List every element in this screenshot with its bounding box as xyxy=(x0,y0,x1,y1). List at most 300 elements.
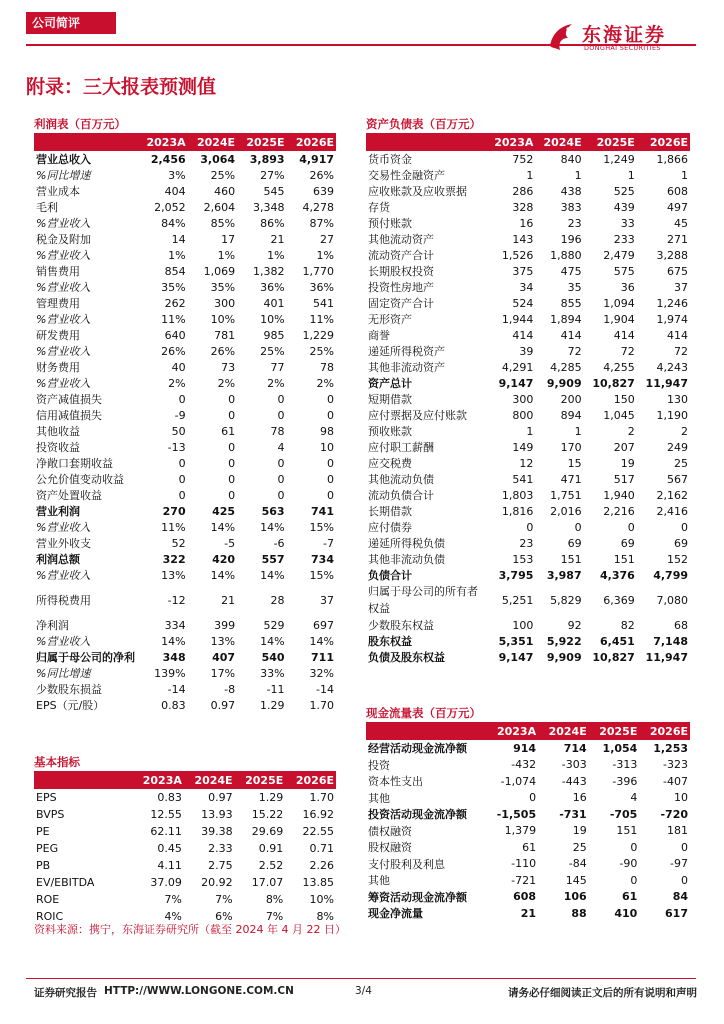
row-value: 14% xyxy=(260,634,285,648)
row-value: 10% xyxy=(260,312,285,326)
row-value: 100 xyxy=(512,618,534,632)
table-row xyxy=(34,183,336,199)
table-row xyxy=(34,583,336,617)
row-label: %营业收入 xyxy=(36,313,91,326)
row-value: 497 xyxy=(667,200,688,214)
table-row xyxy=(34,503,336,519)
table-row xyxy=(366,199,690,215)
row-value: 32% xyxy=(309,666,334,680)
row-value: 545 xyxy=(263,184,285,198)
row-value: 4,255 xyxy=(603,360,635,374)
table-row xyxy=(366,311,690,327)
row-value: 77 xyxy=(270,360,285,374)
row-value: -14 xyxy=(167,682,186,696)
row-value: 9,147 xyxy=(498,376,534,390)
row-value: 0 xyxy=(526,520,534,534)
basic-indicators-section xyxy=(34,754,336,923)
row-value: 399 xyxy=(214,618,236,632)
footer-disclaimer: 请务必仔细阅读正文后的所有说明和声明 xyxy=(508,987,697,999)
row-value: 1% xyxy=(168,248,186,262)
row-value: -720 xyxy=(660,807,688,821)
table-row xyxy=(34,391,336,407)
row-value: 8% xyxy=(316,910,334,923)
row-label: 递延所得税资产 xyxy=(368,345,445,358)
row-value: 1% xyxy=(217,248,236,262)
row-value: -84 xyxy=(568,857,587,871)
row-value: 1.70 xyxy=(309,791,334,804)
row-value: 1,866 xyxy=(656,152,688,166)
row-value: 1,940 xyxy=(603,488,635,502)
row-value: -9 xyxy=(174,408,186,422)
row-value: 14% xyxy=(210,520,236,534)
row-label: 筹资活动现金流净额 xyxy=(368,890,467,904)
row-value: 98 xyxy=(320,424,334,438)
row-value: 39 xyxy=(519,344,534,358)
basic-indicators-table xyxy=(34,772,336,925)
row-value: 0 xyxy=(327,472,334,486)
table-row xyxy=(34,439,336,455)
table-row xyxy=(34,535,336,551)
row-value: 2.52 xyxy=(258,859,284,872)
row-value: -7 xyxy=(323,536,334,550)
table-row xyxy=(366,617,690,633)
row-value: 1.29 xyxy=(258,791,284,804)
table-row xyxy=(366,471,690,487)
row-label: 股权融资 xyxy=(368,841,412,855)
row-value: 7% xyxy=(265,910,284,923)
row-value: 106 xyxy=(563,890,587,904)
row-value: 4.11 xyxy=(157,859,182,872)
row-value: 1,904 xyxy=(603,312,635,326)
table-row xyxy=(366,295,690,311)
row-label: BVPS xyxy=(36,808,65,821)
row-label: 预收账款 xyxy=(368,425,412,438)
row-value: 541 xyxy=(512,472,534,486)
row-value: 14% xyxy=(260,568,285,582)
row-value: 262 xyxy=(164,296,186,310)
row-value: 27% xyxy=(260,168,285,182)
section-tag: 公司简评 xyxy=(26,12,116,34)
company-logo xyxy=(546,20,696,54)
row-label: %营业收入 xyxy=(36,249,91,262)
row-label: 负债及股东权益 xyxy=(368,651,445,664)
row-value: 11,947 xyxy=(645,376,688,390)
row-label: %营业收入 xyxy=(36,521,91,534)
row-value: 0 xyxy=(277,456,285,470)
row-label: 少数股东损益 xyxy=(36,683,102,696)
row-value: 7% xyxy=(164,893,182,906)
row-value: 438 xyxy=(560,184,582,198)
row-label: 应付职工薪酬 xyxy=(368,441,434,454)
row-value: 170 xyxy=(560,440,582,454)
row-value: 0 xyxy=(228,456,236,470)
row-label: %营业收入 xyxy=(36,281,91,294)
row-value: 16 xyxy=(572,791,587,805)
row-value: 52 xyxy=(171,536,186,550)
row-value: 4,917 xyxy=(299,152,334,166)
row-value: 15% xyxy=(309,568,334,582)
row-value: 13% xyxy=(161,568,186,582)
table-row xyxy=(34,519,336,535)
table-row xyxy=(34,295,336,311)
row-value: 2,162 xyxy=(656,488,688,502)
logo-english-name: DONGHAI SECURITIES xyxy=(584,44,661,52)
row-value: 12 xyxy=(519,456,534,470)
row-value: -432 xyxy=(511,758,537,772)
row-value: 15% xyxy=(309,520,334,534)
row-value: 10,827 xyxy=(592,650,635,664)
row-value: 13% xyxy=(210,634,236,648)
table-row xyxy=(34,567,336,583)
table-row xyxy=(34,697,336,713)
row-label: %同比增速 xyxy=(36,169,91,182)
row-value: 37.09 xyxy=(150,876,182,889)
cash-flow-title: 现金流量表（百万元） xyxy=(366,705,690,723)
row-label: 其他流动负债 xyxy=(368,473,434,486)
table-row xyxy=(366,856,690,873)
row-value: 37 xyxy=(674,280,688,294)
row-value: 3% xyxy=(168,168,186,182)
table-row xyxy=(366,167,690,183)
row-value: 4,285 xyxy=(550,360,582,374)
row-value: 9,909 xyxy=(546,376,582,390)
row-value: 69 xyxy=(620,536,635,550)
table-row xyxy=(366,407,690,423)
row-value: 20.92 xyxy=(201,876,233,889)
row-label: 经营活动现金流净额 xyxy=(368,742,467,756)
row-value: 714 xyxy=(563,741,587,755)
row-value: 300 xyxy=(512,392,534,406)
row-value: 557 xyxy=(261,552,285,566)
header-cell-year: 2025E xyxy=(589,723,640,740)
row-label: 支付股利及利息 xyxy=(368,857,445,871)
row-value: 840 xyxy=(560,152,582,166)
row-label: 资本性支出 xyxy=(368,775,423,789)
table-row xyxy=(34,633,336,649)
row-value: 0 xyxy=(228,440,236,454)
table-row xyxy=(366,872,690,889)
row-value: -407 xyxy=(663,774,688,788)
table-row xyxy=(366,839,690,856)
row-value: 78 xyxy=(270,424,285,438)
table-row xyxy=(366,649,690,665)
row-label: EPS xyxy=(36,791,57,804)
row-label: PB xyxy=(36,859,51,872)
row-value: 82 xyxy=(620,618,635,632)
row-label: 营业外收支 xyxy=(36,537,91,550)
row-label: %营业收入 xyxy=(36,345,91,358)
cash-flow-section xyxy=(366,705,690,920)
row-value: 2.26 xyxy=(309,859,334,872)
row-value: 61 xyxy=(522,840,537,854)
table-row xyxy=(366,151,690,167)
row-value: 4,291 xyxy=(501,360,534,374)
row-value: 1,880 xyxy=(550,248,582,262)
table-row xyxy=(34,247,336,263)
header-cell-year: 2024E xyxy=(188,134,237,151)
row-value: 17% xyxy=(210,666,236,680)
row-value: 16.92 xyxy=(302,808,334,821)
row-value: 233 xyxy=(613,232,635,246)
table-row xyxy=(34,857,336,874)
row-value: 3,893 xyxy=(249,152,285,166)
header-cell-year: 2023A xyxy=(486,723,538,740)
row-value: 2,456 xyxy=(150,152,186,166)
row-value: 697 xyxy=(313,618,334,632)
row-value: 11,947 xyxy=(645,650,688,664)
row-value: -11 xyxy=(266,682,285,696)
row-value: -14 xyxy=(316,682,334,696)
row-value: 85% xyxy=(210,216,236,230)
row-value: 375 xyxy=(512,264,534,278)
row-value: 2% xyxy=(316,376,334,390)
row-value: 741 xyxy=(311,504,334,518)
header-cell-year: 2024E xyxy=(538,723,589,740)
row-label: 财务费用 xyxy=(36,361,80,374)
row-value: -313 xyxy=(612,758,638,772)
table-row xyxy=(34,199,336,215)
row-value: 1,803 xyxy=(501,488,534,502)
row-label: 营业总收入 xyxy=(36,153,91,166)
row-value: 23 xyxy=(567,216,582,230)
row-label: 其他流动资产 xyxy=(368,233,434,246)
row-label: 净敞口套期收益 xyxy=(36,457,113,470)
row-value: -8 xyxy=(224,682,236,696)
row-value: 540 xyxy=(261,650,285,664)
table-header-row xyxy=(366,723,690,740)
row-label: 债权融资 xyxy=(368,824,412,838)
table-row xyxy=(34,823,336,840)
row-value: 9,147 xyxy=(498,650,534,664)
row-value: 11% xyxy=(161,312,186,326)
header-cell-year: 2025E xyxy=(584,134,637,151)
row-value: 2,479 xyxy=(603,248,635,262)
row-value: 4 xyxy=(630,791,638,805)
row-label: 投资性房地产 xyxy=(368,281,434,294)
row-value: 711 xyxy=(311,650,334,664)
row-value: 17.07 xyxy=(251,876,284,889)
row-label: 归属于母公司的所有者权益 xyxy=(368,585,478,615)
row-value: 151 xyxy=(560,552,582,566)
row-value: 854 xyxy=(164,264,186,278)
row-value: 3,987 xyxy=(546,568,582,582)
row-value: 734 xyxy=(311,552,334,566)
row-value: 1,229 xyxy=(302,328,334,342)
table-row xyxy=(366,519,690,535)
table-row xyxy=(366,633,690,649)
row-label: 营业利润 xyxy=(36,505,80,518)
row-value: 1,770 xyxy=(302,264,334,278)
row-value: 414 xyxy=(512,328,534,342)
row-value: 196 xyxy=(560,232,582,246)
header-cell-label xyxy=(366,723,486,740)
row-label: PE xyxy=(36,825,50,838)
header-cell-year: 2026E xyxy=(285,772,336,789)
row-value: 0 xyxy=(327,408,334,422)
row-value: 5,351 xyxy=(498,634,534,648)
row-label: 研发费用 xyxy=(36,329,80,342)
row-value: 14% xyxy=(210,568,236,582)
row-value: 40 xyxy=(171,360,186,374)
row-value: 2,216 xyxy=(603,504,635,518)
table-row xyxy=(34,215,336,231)
row-value: 86% xyxy=(260,216,285,230)
row-value: -90 xyxy=(619,857,638,871)
table-row xyxy=(366,757,690,774)
row-value: 26% xyxy=(210,344,236,358)
header-cell-year: 2026E xyxy=(637,134,690,151)
row-value: -396 xyxy=(612,774,638,788)
table-row xyxy=(34,423,336,439)
table-row xyxy=(34,167,336,183)
row-label: 现金净流量 xyxy=(368,907,423,921)
row-value: 45 xyxy=(674,216,688,230)
header-cell-year: 2023A xyxy=(132,772,184,789)
row-value: 2,016 xyxy=(550,504,582,518)
row-value: 1,974 xyxy=(656,312,688,326)
row-value: 50 xyxy=(171,424,186,438)
row-value: 1 xyxy=(627,168,635,182)
row-value: 1 xyxy=(526,424,534,438)
row-label: %同比增速 xyxy=(36,667,91,680)
row-label: 投资收益 xyxy=(36,441,80,454)
row-value: 33% xyxy=(260,666,285,680)
row-value: 5,922 xyxy=(546,634,582,648)
row-value: 0 xyxy=(681,840,688,854)
row-value: 29.69 xyxy=(251,825,284,838)
row-value: -110 xyxy=(511,857,537,871)
row-value: 4,278 xyxy=(302,200,334,214)
row-label: 其他非流动资产 xyxy=(368,361,445,374)
row-label: EPS（元/股） xyxy=(36,699,105,712)
row-value: 1,069 xyxy=(203,264,236,278)
row-label: 归属于母公司的净利 xyxy=(36,651,135,664)
table-row xyxy=(366,263,690,279)
row-label: 交易性金融资产 xyxy=(368,169,445,182)
row-value: 0 xyxy=(277,488,285,502)
row-value: 25% xyxy=(260,344,285,358)
row-value: 675 xyxy=(667,264,688,278)
table-row xyxy=(34,551,336,567)
row-value: 1.70 xyxy=(309,698,334,712)
row-value: 541 xyxy=(313,296,334,310)
row-value: 27 xyxy=(320,232,334,246)
row-value: 33 xyxy=(620,216,635,230)
row-value: 0.83 xyxy=(161,698,186,712)
row-value: 286 xyxy=(512,184,534,198)
row-value: 88 xyxy=(571,906,587,920)
row-value: 0 xyxy=(178,488,186,502)
dragon-logo-icon xyxy=(546,20,578,54)
row-value: 1 xyxy=(681,168,688,182)
row-value: 9,909 xyxy=(546,650,582,664)
row-value: 22.55 xyxy=(302,825,334,838)
row-value: 404 xyxy=(164,184,186,198)
row-value: 475 xyxy=(560,264,582,278)
row-value: -13 xyxy=(167,440,186,454)
row-label: 税金及附加 xyxy=(36,233,91,246)
row-value: 0 xyxy=(574,520,582,534)
table-row xyxy=(366,583,690,617)
row-value: 517 xyxy=(613,472,635,486)
row-value: 894 xyxy=(560,408,582,422)
row-value: 7,080 xyxy=(656,593,688,607)
table-row xyxy=(366,503,690,519)
row-value: 4% xyxy=(164,910,182,923)
row-label: %营业收入 xyxy=(36,377,91,390)
row-value: 207 xyxy=(613,440,635,454)
row-label: 毛利 xyxy=(36,201,58,214)
row-value: 2% xyxy=(217,376,236,390)
row-value: 2,416 xyxy=(656,504,688,518)
row-label: 投资活动现金流净额 xyxy=(368,808,467,822)
table-row xyxy=(366,535,690,551)
row-value: 6,369 xyxy=(603,593,635,607)
row-value: 0 xyxy=(630,873,638,887)
row-value: 39.38 xyxy=(201,825,233,838)
row-label: %营业收入 xyxy=(36,635,91,648)
row-value: 1 xyxy=(574,424,582,438)
row-value: 21 xyxy=(520,906,537,920)
footer-website-link[interactable]: HTTP://WWW.LONGONE.COM.CN xyxy=(104,985,294,997)
row-label: 信用减值损失 xyxy=(36,409,102,422)
row-label: 销售费用 xyxy=(36,265,80,278)
table-row xyxy=(366,359,690,375)
row-value: 72 xyxy=(567,344,582,358)
row-value: 529 xyxy=(263,618,285,632)
row-label: 应付票据及应付账款 xyxy=(368,409,467,422)
row-label: 其他收益 xyxy=(36,425,80,438)
header-cell-label xyxy=(34,134,137,151)
table-row xyxy=(34,455,336,471)
row-label: 无形资产 xyxy=(368,313,412,326)
row-value: 21 xyxy=(221,593,236,607)
row-value: 69 xyxy=(674,536,688,550)
row-value: 575 xyxy=(613,264,635,278)
row-value: -705 xyxy=(609,807,638,821)
row-value: -6 xyxy=(273,536,285,550)
row-value: 0 xyxy=(228,488,236,502)
row-value: 1,045 xyxy=(603,408,635,422)
table-row xyxy=(366,823,690,840)
table-row xyxy=(34,487,336,503)
row-value: 348 xyxy=(162,650,186,664)
row-value: 1,379 xyxy=(504,824,537,838)
row-value: 73 xyxy=(221,360,236,374)
row-value: 1.29 xyxy=(260,698,285,712)
row-value: 21 xyxy=(270,232,285,246)
row-value: -721 xyxy=(511,873,537,887)
row-value: 0 xyxy=(681,873,688,887)
row-value: 1% xyxy=(316,248,334,262)
row-value: 471 xyxy=(560,472,582,486)
header-cell-year: 2025E xyxy=(235,772,286,789)
table-row xyxy=(366,455,690,471)
row-value: 270 xyxy=(162,504,186,518)
row-value: 143 xyxy=(512,232,534,246)
table-row xyxy=(34,665,336,681)
table-row xyxy=(34,407,336,423)
row-value: 152 xyxy=(667,552,688,566)
row-value: 985 xyxy=(263,328,285,342)
row-value: 7,148 xyxy=(653,634,688,648)
row-value: 61 xyxy=(622,890,638,904)
table-row xyxy=(366,905,690,922)
row-value: 1,253 xyxy=(653,741,688,755)
row-value: 0 xyxy=(327,456,334,470)
table-row xyxy=(34,231,336,247)
table-row xyxy=(366,551,690,567)
